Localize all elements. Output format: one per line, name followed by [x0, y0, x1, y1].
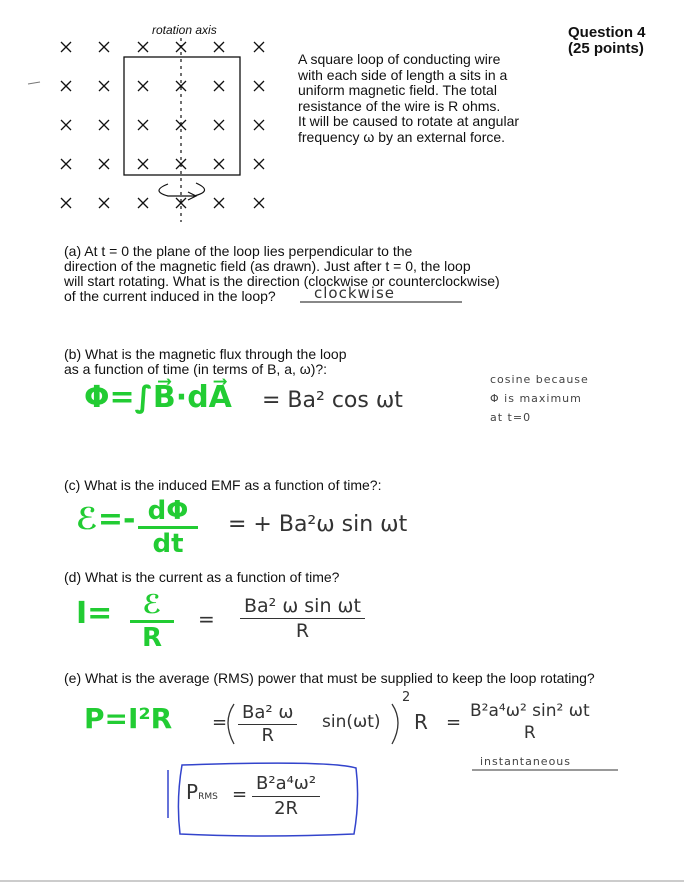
- field-cross: [214, 120, 224, 130]
- part-c-green-fraction: [138, 496, 198, 559]
- field-cross: [138, 120, 148, 130]
- intro-line: It will be caused to rotate at angular: [298, 113, 520, 129]
- part-a-answer: clockwise: [314, 284, 396, 302]
- problem-intro: [298, 52, 568, 145]
- part-d-green-fraction: [130, 590, 174, 653]
- rms-p: P: [186, 780, 199, 804]
- part-a-question: [64, 244, 500, 304]
- part-c-answer: = + Ba²ω sin ωt: [228, 512, 408, 537]
- question-header: [568, 25, 646, 57]
- fraction-numerator: Ba² ω: [242, 702, 294, 723]
- part-e-r: R: [414, 710, 428, 734]
- part-b-flux-integral: Φ=∫B⃗·dA⃗: [84, 380, 232, 415]
- field-cross: [214, 81, 224, 91]
- field-cross: [138, 198, 148, 208]
- rotation-arrow: [159, 183, 205, 196]
- part-e-green-power: P=I²R: [84, 702, 173, 735]
- paren-left: [228, 704, 234, 744]
- field-cross: [254, 81, 264, 91]
- part-d-equals: =: [198, 607, 215, 631]
- field-cross: [254, 120, 264, 130]
- green-denominator: R: [141, 623, 163, 653]
- field-cross: [61, 42, 71, 52]
- part-b-note: [490, 370, 589, 427]
- part-d-green-lhs: I=: [76, 596, 113, 631]
- fraction-numerator: Ba² ω sin ωt: [244, 595, 361, 617]
- part-b-line: (b) What is the magnetic flux through the loop: [64, 346, 347, 362]
- field-cross: [61, 159, 71, 169]
- fraction-denominator: R: [240, 618, 365, 643]
- field-cross: [138, 81, 148, 91]
- part-b-answer: = Ba² cos ωt: [262, 388, 403, 413]
- intro-line: A square loop of conducting wire: [298, 51, 501, 67]
- green-denominator: dt: [152, 529, 184, 559]
- intro-line: uniform magnetic field. The total: [298, 82, 497, 98]
- part-e-equals-2: =: [446, 712, 462, 733]
- green-numerator: dΦ: [138, 496, 198, 529]
- part-e-sine: sin(ωt): [322, 712, 381, 732]
- fraction-denominator: 2R: [252, 796, 320, 821]
- question-points: (25 points): [568, 40, 644, 57]
- field-cross: [61, 198, 71, 208]
- margin-mark: [28, 82, 40, 84]
- part-e-fraction-2: [466, 700, 594, 744]
- part-b-line: as a function of time (in terms of B, a, ω)?:: [64, 361, 328, 377]
- paren-right: [392, 704, 398, 744]
- note-line: at t=0: [490, 411, 532, 424]
- magnetic-field-crosses: [61, 42, 264, 208]
- note-line: Φ is maximum: [490, 392, 582, 405]
- fraction-denominator: R: [238, 724, 297, 747]
- field-cross: [214, 159, 224, 169]
- field-cross: [99, 42, 109, 52]
- part-e-question: (e) What is the average (RMS) power that must be supplied to keep the loop rotating?: [64, 670, 595, 686]
- field-cross: [99, 120, 109, 130]
- fraction-denominator: R: [523, 723, 536, 743]
- field-cross: [214, 42, 224, 52]
- field-cross: [61, 81, 71, 91]
- rms-equals: =: [232, 784, 248, 805]
- part-d-question: (d) What is the current as a function of time?: [64, 569, 340, 585]
- green-numerator: ℰ: [130, 590, 174, 623]
- intro-line: with each side of length a sits in a: [298, 66, 508, 83]
- field-cross: [214, 198, 224, 208]
- field-cross: [61, 120, 71, 130]
- part-c-green-lhs: ℰ=-: [76, 502, 136, 537]
- conducting-loop: [124, 57, 240, 175]
- field-cross: [99, 159, 109, 169]
- instantaneous-note: instantaneous: [480, 755, 572, 768]
- part-e-equals-1: =: [212, 712, 228, 733]
- fraction-numerator: B²a⁴ω²: [256, 773, 317, 794]
- fraction-numerator: B²a⁴ω² sin² ωt: [470, 701, 590, 721]
- part-e-exponent: 2: [402, 690, 411, 705]
- part-a-line: of the current induced in the loop?: [64, 288, 276, 304]
- field-cross: [254, 42, 264, 52]
- part-a-line: direction of the magnetic field (as drawn). Just after t = 0, the loop: [64, 258, 471, 274]
- part-d-fraction: [240, 594, 365, 643]
- field-cross: [99, 81, 109, 91]
- field-cross: [99, 198, 109, 208]
- field-cross: [138, 159, 148, 169]
- intro-line: resistance of the wire is R ohms.: [298, 97, 501, 114]
- field-cross: [254, 198, 264, 208]
- rms-fraction: [252, 772, 320, 821]
- part-a-line: will start rotating. What is the direction (clockwise or counterclockwise): [64, 273, 500, 289]
- part-c-question: (c) What is the induced EMF as a function of time?:: [64, 477, 382, 493]
- part-a-line: (a) At t = 0 the plane of the loop lies perpendicular to the: [64, 243, 413, 259]
- rms-subscript: RMS: [198, 792, 218, 802]
- rotation-axis-label: rotation axis: [152, 23, 217, 37]
- part-e-fraction-1: [238, 702, 297, 747]
- part-b-question: [64, 347, 346, 377]
- intro-line: frequency ω by an external force.: [298, 128, 506, 145]
- rms-lhs: [186, 780, 218, 804]
- field-cross: [254, 159, 264, 169]
- field-cross: [138, 42, 148, 52]
- note-line: cosine because: [490, 373, 589, 386]
- question-number: Question 4: [568, 24, 646, 41]
